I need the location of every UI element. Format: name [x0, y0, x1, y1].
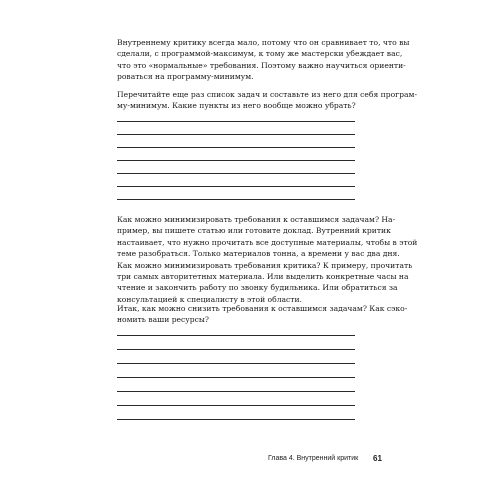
writing-line[interactable]	[117, 134, 355, 135]
text-line: что это «нормальные» требования. Поэтому важно научиться ориенти-	[117, 60, 406, 70]
writing-line[interactable]	[117, 363, 355, 364]
writing-line[interactable]	[117, 160, 355, 161]
writing-line[interactable]	[117, 391, 355, 392]
text-line: консультацией к специалисту в этой области.	[117, 294, 302, 304]
text-line: сделали, с программой-максимум, к тому же мастерски убеждает вас,	[117, 49, 403, 59]
text-line: роваться на программу-минимум.	[117, 72, 254, 82]
writing-line[interactable]	[117, 405, 355, 406]
text-line: настаивает, что нужно прочитать все доступные материалы, чтобы в этой	[117, 237, 418, 247]
text-line: Как можно минимизировать требования критика? К примеру, прочитать	[117, 260, 413, 270]
writing-line[interactable]	[117, 349, 355, 350]
text-line: Внутреннему критику всегда мало, потому что он сравнивает то, что вы	[117, 38, 410, 47]
writing-line[interactable]	[117, 173, 355, 174]
text-line: Итак, как можно снизить требования к оставшимся задачам? Как сэко-	[117, 304, 408, 313]
paragraph-minimize	[117, 214, 418, 305]
paragraph-task-prompt	[117, 89, 418, 112]
text-line: пример, вы пишете статью или готовите доклад. Вутренний критик	[117, 226, 391, 236]
text-line: му-минимум. Какие пункты из него вообще можно убрать?	[117, 101, 356, 111]
text-line: теме разобраться. Только материалов тонна, а времени у вас два дня.	[117, 249, 400, 259]
writing-line[interactable]	[117, 186, 355, 187]
text-line: чтение и закончить работу по звонку будильника. Или обратиться за	[117, 283, 398, 293]
paragraph-resources-prompt	[117, 303, 408, 326]
paragraph-intro	[117, 37, 410, 83]
text-line: три самых авторитетных материала. Или выделить конкретные часы на	[117, 272, 409, 282]
writing-line[interactable]	[117, 147, 355, 148]
text-line: Перечитайте еще раз список задач и составьте из него для себя програм-	[117, 90, 418, 99]
footer-chapter-title: Глава 4. Внутренний критик	[268, 455, 359, 462]
writing-line[interactable]	[117, 199, 355, 200]
writing-line[interactable]	[117, 335, 355, 336]
writing-line[interactable]	[117, 121, 355, 122]
text-line: номить ваши ресурсы?	[117, 315, 209, 325]
page-number: 61	[373, 454, 382, 463]
writing-line[interactable]	[117, 419, 355, 420]
writing-line[interactable]	[117, 377, 355, 378]
text-line: Как можно минимизировать требования к оставшимся задачам? На-	[117, 215, 396, 224]
